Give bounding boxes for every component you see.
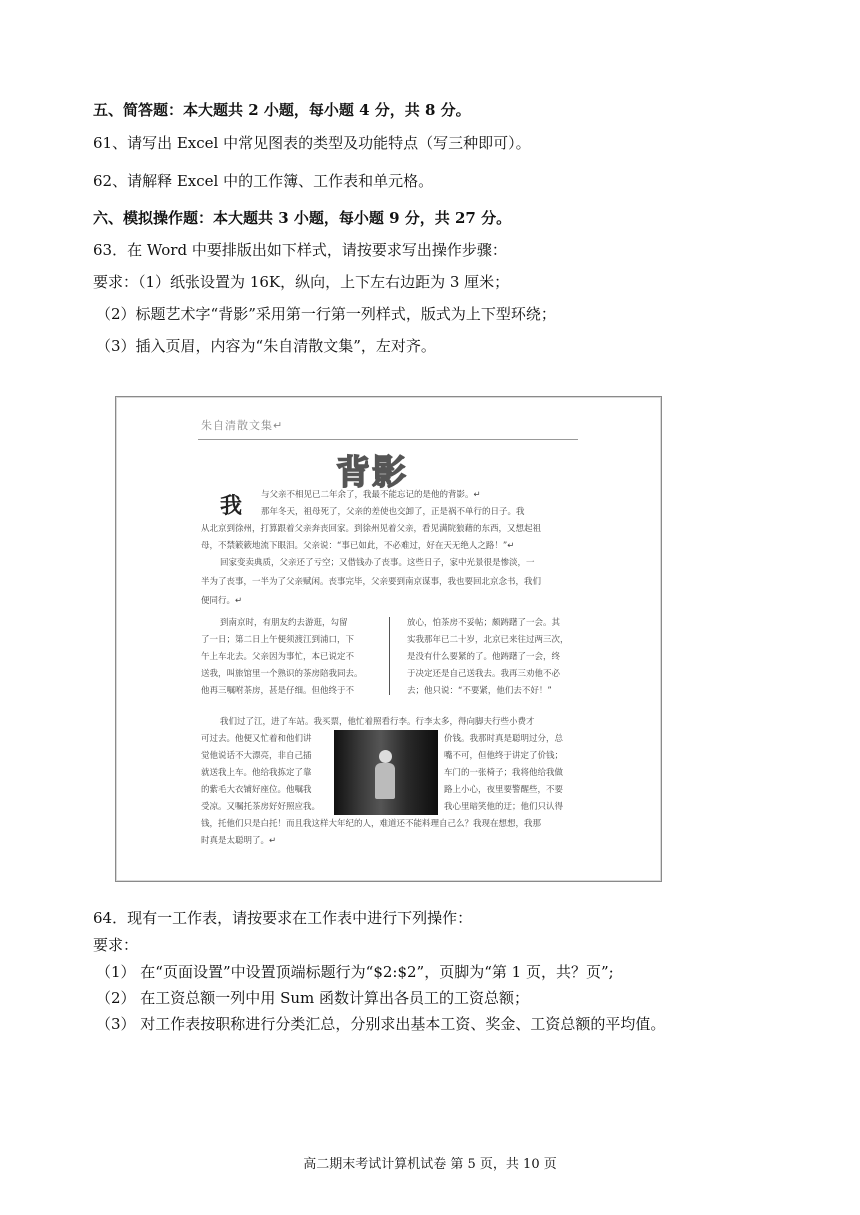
left-column-line: 到南京时，有朋友约去游逛，勾留 xyxy=(220,618,348,628)
left-column-line: 他再三嘱咐茶房，甚是仔细。但他终于不 xyxy=(201,686,355,696)
figure-text-line: 时真是太聪明了。↵ xyxy=(201,836,277,846)
right-column-line: 放心，怕茶房不妥帖；颇踌躇了一会。其 xyxy=(407,618,561,628)
question-64-requirement-heading: 要求： xyxy=(93,936,139,954)
figure-text-line: 我们过了江，进了车站。我买票，他忙着照看行李。行李太多，得向脚夫行些小费才 xyxy=(220,717,535,727)
right-column-line: 去；他只说：“不要紧，他们去不好！” xyxy=(407,686,552,696)
figure-text-line: 从北京到徐州，打算跟着父亲奔丧回家。到徐州见着父亲，看见满院狼藉的东西，又想起祖 xyxy=(201,524,542,534)
right-column-line: 于决定还是自己送我去。我再三劝他不必 xyxy=(407,669,561,679)
section6-heading: 六、模拟操作题：本大题共 3 小题，每小题 9 分，共 27 分。 xyxy=(93,209,512,227)
question-61: 61、请写出 Excel 中常见图表的类型及功能特点（写三种即可）。 xyxy=(93,134,531,152)
figure-text-line: 受凉。又嘱托茶房好好照应我。 xyxy=(201,802,321,812)
figure-text-line: 钱，托他们只是白托！而且我这样大年纪的人，难道还不能料理自己么？我现在想想，我那 xyxy=(201,819,542,829)
wordart-title: 背影 xyxy=(336,453,408,493)
left-column-line: 送我，叫旅馆里一个熟识的茶房陪我同去。 xyxy=(201,669,363,679)
question-64-requirement-1: （1） 在“页面设置”中设置顶端标题行为“$2:$2”，页脚为“第 1 页，共？页”; xyxy=(96,963,614,981)
left-column-line: 了一日；第二日上午便须渡江到浦口，下 xyxy=(201,635,355,645)
drop-cap: 我 xyxy=(220,494,243,519)
question-64-requirement-3: （3） 对工作表按职称进行分类汇总，分别求出基本工资、奖金、工资总额的平均值。 xyxy=(96,1015,666,1033)
figure-text-line: 那年冬天，祖母死了，父亲的差使也交卸了，正是祸不单行的日子。我 xyxy=(261,507,525,517)
figure-text-line: 便同行。↵ xyxy=(201,596,243,606)
page-footer: 高二期末考试计算机试卷 第 5 页，共 10 页 xyxy=(303,1157,557,1172)
section5-heading: 五、简答题：本大题共 2 小题，每小题 4 分，共 8 分。 xyxy=(93,101,471,119)
figure-text-line: 的紫毛大衣铺好座位。他嘱我 xyxy=(201,785,312,795)
inline-photo xyxy=(334,730,438,815)
question-63-requirement-3: （3）插入页眉，内容为“朱自清散文集”，左对齐。 xyxy=(96,337,436,355)
right-column-line: 实我那年已二十岁，北京已来往过两三次， xyxy=(407,635,569,645)
header-rule xyxy=(198,439,578,440)
figure-text-line: 与父亲不相见已二年余了，我最不能忘记的是他的背影。↵ xyxy=(261,490,481,500)
figure-text-line: 就送我上车。他给我拣定了靠 xyxy=(201,768,312,778)
person-head-shape xyxy=(379,750,392,763)
right-column-line: 是没有什么要紧的了。他踌躇了一会，终 xyxy=(407,652,561,662)
figure-text-line: 路上小心，夜里要警醒些，不要 xyxy=(444,785,564,795)
left-column-line: 午上车北去。父亲因为事忙，本已说定不 xyxy=(201,652,355,662)
figure-text-line: 车门的一张椅子；我将他给我做 xyxy=(444,768,564,778)
column-divider xyxy=(389,617,390,695)
question-63-requirement-1: 要求：（1）纸张设置为 16K，纵向，上下左右边距为 3 厘米； xyxy=(93,273,510,291)
question-64-requirement-2: （2） 在工资总额一列中用 Sum 函数计算出各员工的工资总额； xyxy=(96,989,530,1007)
figure-text-line: 半为了丧事，一半为了父亲赋闲。丧事完毕，父亲要到南京谋事，我也要回北京念书，我们 xyxy=(201,577,542,587)
figure-text-line: 回家变卖典质，父亲还了亏空；又借钱办了丧事。这些日子，家中光景很是惨淡，一 xyxy=(220,558,535,568)
word-layout-sample-figure xyxy=(115,396,662,882)
figure-text-line: 我心里暗笑他的迂；他们只认得 xyxy=(444,802,564,812)
figure-text-line: 可过去。他便又忙着和他们讲 xyxy=(201,734,312,744)
figure-text-line: 觉他说话不大漂亮，非自己插 xyxy=(201,751,312,761)
figure-page-header: 朱自清散文集↵ xyxy=(201,419,284,432)
person-body-shape xyxy=(375,763,395,799)
figure-text-line: 嘴不可，但他终于讲定了价钱； xyxy=(444,751,564,761)
question-63-requirement-2: （2）标题艺术字“背影”采用第一行第一列样式，版式为上下型环绕； xyxy=(96,305,556,323)
question-63-title: 63．在 Word 中要排版出如下样式，请按要求写出操作步骤： xyxy=(93,241,507,259)
figure-text-line: 价钱。我那时真是聪明过分，总 xyxy=(444,734,564,744)
figure-text-line: 母，不禁簌簌地流下眼泪。父亲说：“事已如此，不必难过，好在天无绝人之路！”↵ xyxy=(201,541,515,551)
question-62: 62、请解释 Excel 中的工作簿、工作表和单元格。 xyxy=(93,172,434,190)
question-64-title: 64．现有一工作表，请按要求在工作表中进行下列操作： xyxy=(93,909,473,927)
